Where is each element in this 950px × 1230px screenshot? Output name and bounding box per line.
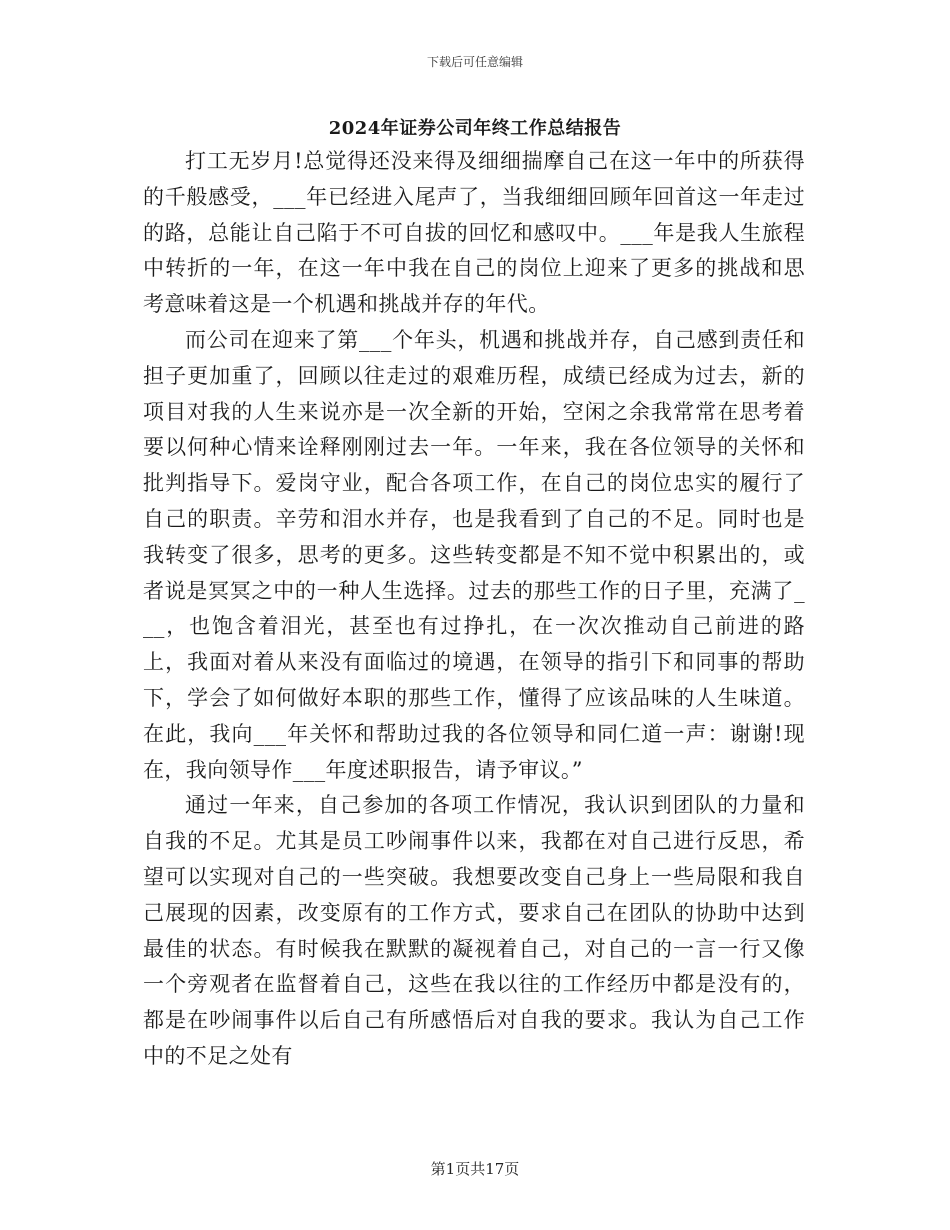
document-body [143,144,805,1075]
page-number-footer: 第1页共17页 [430,1160,520,1178]
document-title: 2024年证券公司年终工作总结报告 [328,118,622,139]
paragraph-3: 通过一年来，自己参加的各项工作情况，我认识到团队的力量和自我的不足。尤其是员工吵闹事件以来，我都在对自己进行反思，希望可以实现对自己的一些突破。我想要改变自己身上一些局限和我自己展现的因素，改变原有的工作方式，要求自己在团队的协助中达到最佳的状态。有时候我在默默的凝视着自己，对自己的一言一行又像一个旁观者在监督着自己，这些在我以往的工作经历中都是没有的，都是在吵闹事件以后自己有所感悟后对自我的要求。我认为自己工作中的不足之处有 [143,793,805,1068]
paragraph-1: 打工无岁月!总觉得还没来得及细细揣摩自己在这一年中的所获得的千般感受，___年已经进入尾声了，当我细细回顾年回首这一年走过的路，总能让自己陷于不可自拔的回忆和感叹中。___年是我人生旅程中转折的一年，在这一年中我在自己的岗位上迎来了更多的挑战和思考意味着这是一个机遇和挑战并存的年代。 [143,149,805,317]
paragraph-2: 而公司在迎来了第___个年头，机遇和挑战并存，自己感到责任和担子更加重了，回顾以往走过的艰难历程，成绩已经成为过去，新的项目对我的人生来说亦是一次全新的开始，空闲之余我常常在思考着要以何种心情来诠释刚刚过去一年。一年来，我在各位领导的关怀和批判指导下。爱岗守业，配合各项工作，在自己的岗位忠实的履行了自己的职责。辛劳和泪水并存，也是我看到了自己的不足。同时也是我转变了很多，思考的更多。这些转变都是不知不觉中积累出的，或者说是冥冥之中的一种人生选择。过去的那些工作的日子里，充满了___，也饱含着泪光，甚至也有过挣扎，在一次次推动自己前进的路上，我面对着从来没有面临过的境遇，在领导的指引下和同事的帮助下，学会了如何做好本职的那些工作，懂得了应该品味的人生味道。在此，我向___年关怀和帮助过我的各位领导和同仁道一声：谢谢!现在，我向领导作___年度述职报告，请予审议。” [143,327,805,782]
page-header-note: 下载后可任意编辑 [426,55,523,69]
